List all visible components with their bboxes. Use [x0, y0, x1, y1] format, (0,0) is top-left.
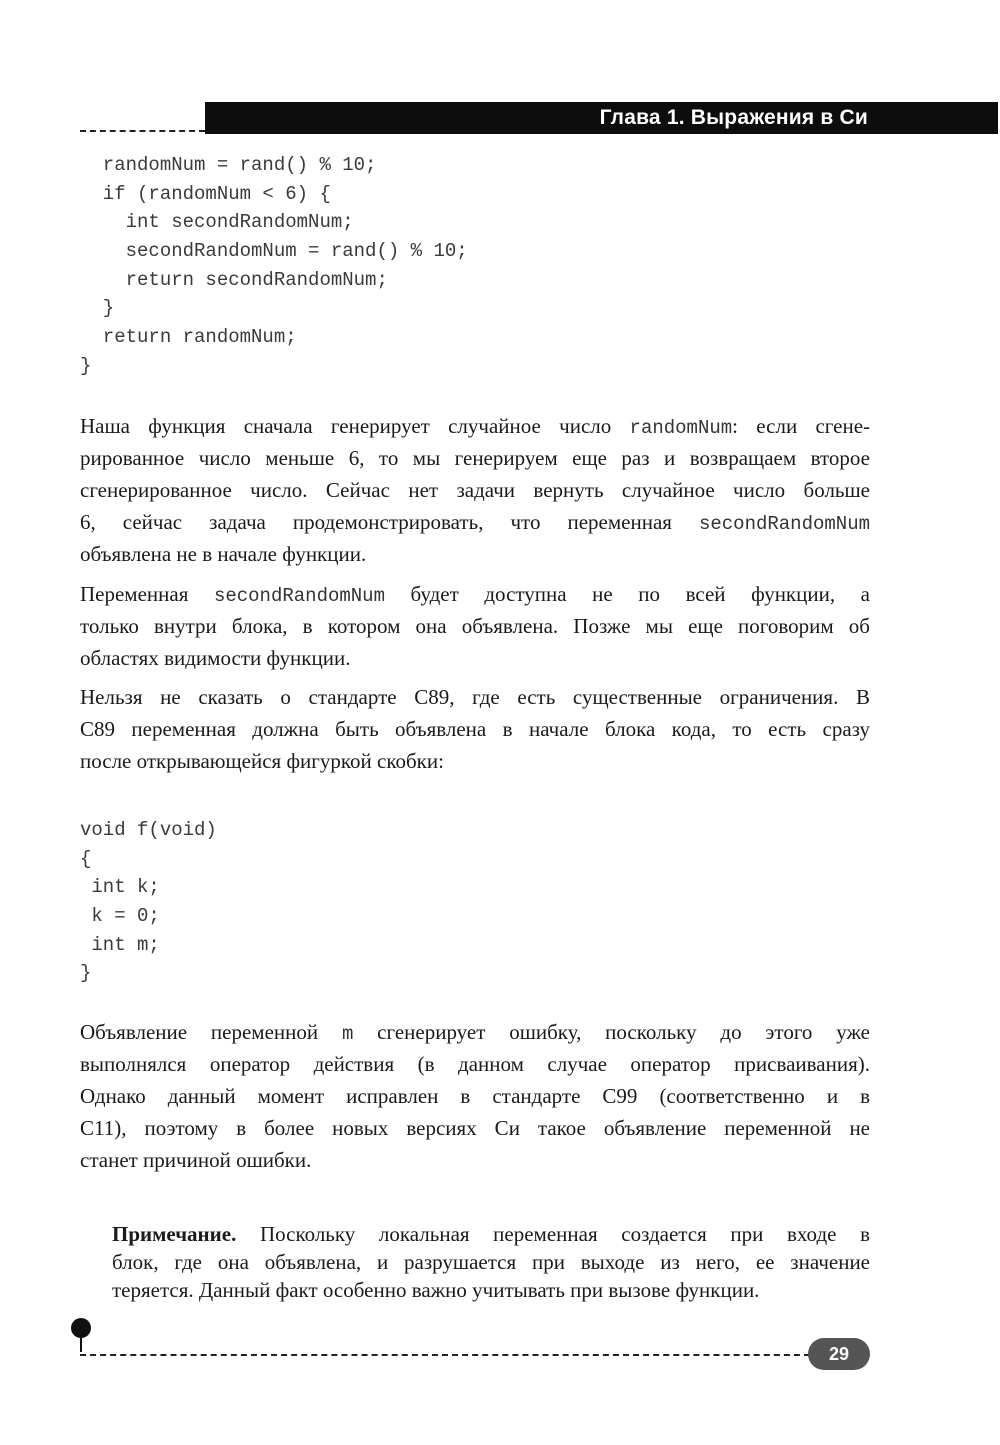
text-line: Нельзя не сказать о стандарте С89, где есть существенные ограничения. В: [80, 685, 870, 709]
text-run: Объявление переменной: [80, 1020, 342, 1044]
code-block-random: [80, 151, 468, 381]
code-block-c89-example: [80, 816, 217, 988]
text-line: теряется. Данный факт особенно важно учитывать при вызове функции.: [112, 1278, 760, 1302]
code-line: k = 0;: [80, 905, 160, 928]
text-line: объявлена не в начале функции.: [80, 542, 367, 566]
code-line: return secondRandomNum;: [80, 268, 388, 291]
code-line: void f(void): [80, 819, 217, 841]
note-label: Примечание.: [112, 1222, 237, 1246]
text-run: 6, сейчас задача продемонстрировать, что переменная: [80, 510, 699, 534]
text-run: сгенерирует ошибку, поскольку до этого уже: [353, 1020, 870, 1044]
paragraph-declaration-error: [80, 1016, 870, 1176]
text-line: после открывающейся фигуркой скобки:: [80, 749, 444, 773]
pin-icon: [71, 1318, 91, 1338]
inline-code: randomNum: [629, 417, 733, 439]
code-line: randomNum = rand() % 10;: [80, 154, 377, 176]
text-line: выполнялся оператор действия (в данном случае оператор присваивания).: [80, 1052, 870, 1076]
code-line: return randomNum;: [80, 326, 297, 349]
text-line: рированное число меньше 6, то мы генерируем еще раз и возвращаем второе: [80, 446, 870, 470]
inline-code: secondRandomNum: [698, 513, 870, 535]
text-line: С89 переменная должна быть объявлена в начале блока кода, то есть сразу: [80, 717, 870, 741]
chapter-header-bar: [205, 102, 998, 134]
code-line: {: [80, 847, 92, 870]
code-line: }: [80, 962, 92, 985]
text-run: Наша функция сначала генерирует случайное число: [80, 414, 630, 438]
paragraph-function-description: [80, 410, 870, 570]
inline-code: secondRandomNum: [213, 585, 385, 607]
code-line: }: [80, 354, 92, 377]
footer-divider: [80, 1354, 810, 1356]
code-line: if (randomNum < 6) {: [80, 182, 331, 205]
header-divider: [80, 130, 205, 132]
page-number-badge: [808, 1338, 870, 1370]
text-line: только внутри блока, в котором она объявлена. Позже мы еще поговорим об: [80, 614, 870, 638]
text-line: станет причиной ошибки.: [80, 1148, 312, 1172]
text-run: : если сгене-: [732, 414, 871, 438]
code-line: }: [80, 297, 115, 320]
code-line: int m;: [80, 933, 160, 956]
code-line: int k;: [80, 876, 160, 899]
text-run: будет доступна не по всей функции, а: [384, 582, 870, 606]
text-line: блок, где она объявлена, и разрушается при выходе из него, ее значение: [112, 1250, 870, 1274]
page-number: 29: [828, 1343, 850, 1364]
code-line: int secondRandomNum;: [80, 211, 354, 234]
chapter-title: Глава 1. Выражения в Си: [599, 106, 868, 129]
text-line: сгенерированное число. Сейчас нет задачи вернуть случайное число больше: [80, 478, 870, 502]
text-line: Однако данный момент исправлен в стандарте С99 (соответственно и в: [80, 1084, 870, 1108]
inline-code: m: [341, 1023, 354, 1045]
paragraph-c89-standard: [80, 681, 870, 777]
text-run: Переменная: [80, 582, 214, 606]
code-line: secondRandomNum = rand() % 10;: [80, 240, 468, 263]
text-line: областях видимости функции.: [80, 646, 351, 670]
note-box: [112, 1220, 870, 1304]
paragraph-variable-scope: [80, 578, 870, 674]
text-line: С11), поэтому в более новых версиях Си такое объявление переменной не: [80, 1116, 870, 1140]
pin-stem: [80, 1336, 82, 1352]
text-run: Поскольку локальная переменная создается при входе в: [236, 1222, 870, 1246]
